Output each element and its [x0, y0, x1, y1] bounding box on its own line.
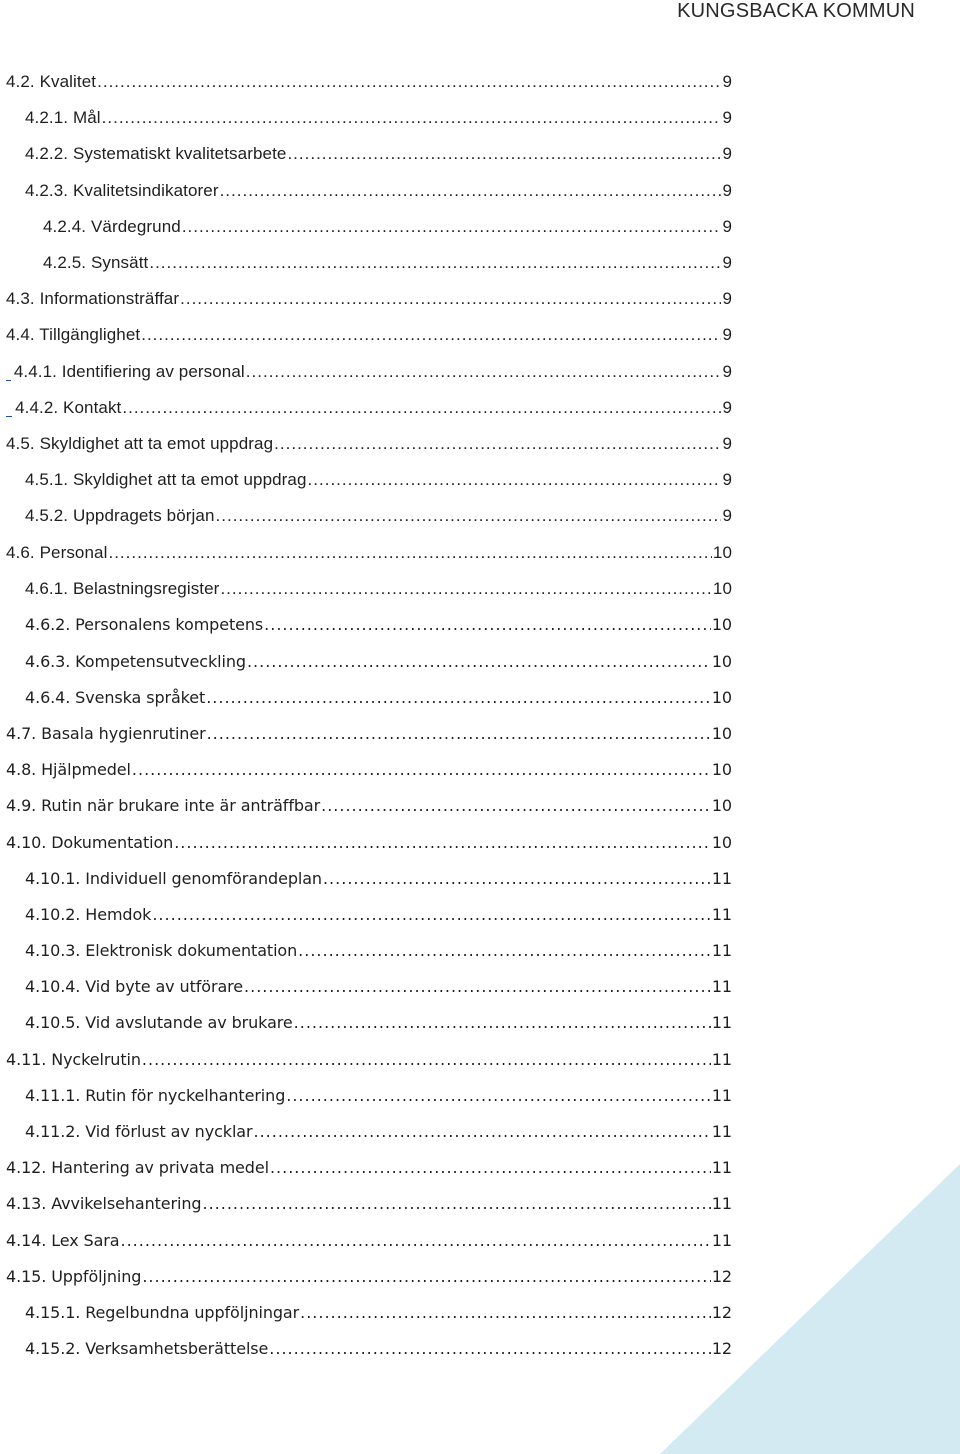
link-underline-marker [6, 380, 11, 381]
toc-entry-title: 4.11.2. Vid förlust av nycklar [25, 1122, 253, 1142]
toc-entry-link[interactable] [6, 833, 732, 852]
toc-dot-leader [180, 289, 721, 309]
toc-entry[interactable] [0, 679, 960, 715]
toc-entry-link[interactable] [25, 1303, 732, 1322]
toc-entry-link[interactable] [6, 543, 732, 563]
toc-entry[interactable] [0, 933, 960, 969]
toc-entry[interactable] [0, 860, 960, 896]
toc-entry-title: 4.5.1. Skyldighet att ta emot uppdrag [25, 470, 307, 490]
toc-entry-link[interactable] [43, 253, 732, 273]
toc-entry-link[interactable] [25, 108, 732, 128]
toc-entry-title: 4.5.2. Uppdragets början [25, 506, 215, 526]
toc-entry-page-number: 9 [722, 470, 732, 490]
toc-entry-link[interactable] [6, 398, 732, 418]
toc-dot-leader [298, 941, 711, 960]
toc-entry[interactable] [0, 426, 960, 462]
toc-entry-page-number: 10 [712, 542, 732, 562]
toc-entry-title: 4.4. Tillgänglighet [6, 325, 141, 345]
toc-entry-page-number: 9 [722, 216, 732, 236]
toc-entry-link[interactable] [6, 72, 732, 92]
toc-dot-leader [108, 543, 711, 563]
toc-entry-page-number: 9 [722, 108, 732, 128]
toc-entry-link[interactable] [6, 1050, 732, 1069]
toc-entry-link[interactable] [25, 941, 732, 960]
toc-entry-page-number: 11 [711, 1230, 732, 1250]
toc-entry[interactable] [0, 571, 960, 607]
link-underline-marker [6, 416, 12, 417]
toc-entry-title: 4.11.1. Rutin för nyckelhantering [25, 1085, 286, 1105]
toc-dot-leader [321, 796, 711, 815]
toc-dot-leader [142, 1050, 711, 1069]
toc-entry-link[interactable] [6, 796, 732, 815]
toc-entry-title: 4.2.4. Värdegrund [43, 216, 181, 236]
toc-dot-leader [141, 325, 721, 345]
toc-entry-link[interactable] [6, 362, 732, 382]
toc-entry-link[interactable] [6, 1267, 732, 1286]
toc-entry-page-number: 12 [711, 1302, 732, 1322]
toc-dot-leader [216, 506, 722, 526]
toc-entry[interactable] [0, 896, 960, 932]
toc-dot-leader [142, 1267, 711, 1286]
toc-entry-page-number: 10 [711, 723, 732, 743]
toc-entry-page-number: 11 [711, 1194, 732, 1214]
toc-entry-page-number: 10 [711, 651, 732, 671]
toc-entry-page-number: 9 [722, 433, 732, 453]
toc-entry-title: 4.15. Uppföljning [6, 1266, 142, 1286]
toc-entry-title: 4.6.1. Belastningsregister [25, 578, 220, 598]
toc-entry[interactable] [0, 752, 960, 788]
toc-dot-leader [274, 434, 721, 454]
toc-entry-link[interactable] [25, 977, 732, 996]
toc-entry-page-number: 11 [711, 1122, 732, 1142]
toc-entry-link[interactable] [25, 652, 732, 671]
toc-entry-title: 4.15.1. Regelbundna uppföljningar [25, 1302, 300, 1322]
toc-entry-title: 4.10.5. Vid avslutande av brukare [25, 1013, 293, 1033]
toc-dot-leader [287, 144, 721, 164]
toc-entry[interactable] [0, 209, 960, 245]
toc-entry-page-number: 9 [722, 72, 732, 92]
toc-entry-title: 4.10. Dokumentation [6, 832, 174, 852]
toc-entry[interactable] [0, 788, 960, 824]
toc-entry-page-number: 9 [722, 144, 732, 164]
toc-entry[interactable] [0, 64, 960, 100]
toc-entry[interactable] [0, 534, 960, 570]
toc-entry-title: 4.2.1. Mål [25, 108, 101, 128]
toc-entry[interactable] [0, 281, 960, 317]
toc-dot-leader [254, 1122, 711, 1141]
toc-entry-link[interactable] [25, 1122, 732, 1141]
toc-entry-link[interactable] [25, 615, 732, 634]
toc-entry-link[interactable] [25, 1013, 732, 1032]
toc-entry-link[interactable] [6, 760, 732, 779]
toc-entry-page-number: 10 [711, 796, 732, 816]
toc-entry[interactable] [0, 607, 960, 643]
toc-dot-leader [264, 615, 711, 634]
toc-entry-page-number: 9 [722, 361, 732, 381]
toc-dot-leader [323, 869, 711, 888]
toc-dot-leader [270, 1158, 711, 1177]
toc-dot-leader [300, 1303, 711, 1322]
toc-entry-page-number: 11 [711, 1085, 732, 1105]
toc-dot-leader [202, 1194, 710, 1213]
toc-entry-link[interactable] [25, 1339, 732, 1358]
toc-entry-link[interactable] [25, 869, 732, 888]
toc-entry-page-number: 10 [711, 832, 732, 852]
toc-entry-title: 4.2.3. Kvalitetsindikatorer [25, 180, 219, 200]
toc-dot-leader [149, 253, 721, 273]
toc-entry-page-number: 9 [722, 325, 732, 345]
toc-entry[interactable] [0, 1005, 960, 1041]
toc-entry[interactable] [0, 173, 960, 209]
toc-entry-title: 4.13. Avvikelsehantering [6, 1194, 202, 1214]
toc-entry[interactable] [0, 390, 960, 426]
toc-dot-leader [269, 1339, 711, 1358]
page-header-organization: KUNGSBACKA KOMMUN [677, 0, 915, 22]
toc-entry-title: 4.10.1. Individuell genomförandeplan [25, 868, 322, 888]
toc-entry-title: 4.4.1. Identifiering av personal [13, 361, 245, 381]
toc-dot-leader [246, 362, 722, 382]
toc-entry-title: 4.14. Lex Sara [6, 1230, 120, 1250]
toc-entry[interactable] [0, 1113, 960, 1149]
toc-entry[interactable] [0, 462, 960, 498]
corner-decoration [660, 1164, 960, 1454]
toc-entry-link[interactable] [25, 470, 732, 490]
toc-dot-leader [220, 181, 722, 201]
toc-entry-page-number: 10 [711, 760, 732, 780]
toc-dot-leader [102, 108, 722, 128]
toc-entry[interactable] [0, 100, 960, 136]
toc-entry-link[interactable] [25, 1086, 732, 1105]
toc-entry[interactable] [0, 643, 960, 679]
toc-entry[interactable] [0, 136, 960, 172]
toc-dot-leader [122, 398, 721, 418]
toc-dot-leader [121, 1231, 711, 1250]
toc-dot-leader [247, 652, 711, 671]
toc-entry-page-number: 10 [712, 578, 732, 598]
toc-entry-page-number: 11 [711, 1158, 732, 1178]
toc-entry-title: 4.10.3. Elektronisk dokumentation [25, 941, 298, 961]
toc-entry[interactable] [0, 498, 960, 534]
toc-entry-page-number: 9 [722, 253, 732, 273]
toc-entry-title: 4.5. Skyldighet att ta emot uppdrag [6, 433, 274, 453]
toc-entry-title: 4.2.5. Synsätt [43, 253, 149, 273]
toc-entry-page-number: 11 [711, 868, 732, 888]
toc-entry-link[interactable] [6, 434, 732, 454]
toc-dot-leader [207, 724, 711, 743]
toc-entry-link[interactable] [6, 1194, 732, 1213]
toc-entry-page-number: 9 [722, 180, 732, 200]
toc-entry-title: 4.12. Hantering av privata medel [6, 1158, 269, 1178]
toc-entry-link[interactable] [6, 1158, 732, 1177]
toc-entry-title: 4.2.2. Systematiskt kvalitetsarbete [25, 144, 287, 164]
toc-entry[interactable] [0, 354, 960, 390]
toc-dot-leader [308, 470, 722, 490]
toc-entry-link[interactable] [6, 325, 732, 345]
toc-entry-title: 4.4.2. Kontakt [15, 397, 122, 417]
toc-entry-link[interactable] [43, 217, 732, 237]
toc-entry-page-number: 9 [722, 397, 732, 417]
toc-entry-title: 4.2. Kvalitet [6, 72, 97, 92]
toc-entry-title: 4.6.4. Svenska språket [25, 687, 206, 707]
toc-entry-page-number: 11 [711, 1013, 732, 1033]
toc-entry-page-number: 10 [711, 687, 732, 707]
toc-entry-link[interactable] [25, 144, 732, 164]
toc-entry-title: 4.6. Personal [6, 542, 108, 562]
toc-entry-title: 4.10.4. Vid byte av utförare [25, 977, 244, 997]
toc-entry-title: 4.8. Hjälpmedel [6, 760, 131, 780]
toc-entry-page-number: 12 [711, 1339, 732, 1359]
toc-entry-page-number: 11 [711, 1049, 732, 1069]
toc-entry-title: 4.11. Nyckelrutin [6, 1049, 141, 1069]
toc-entry-link[interactable] [25, 181, 732, 201]
toc-entry-title: 4.9. Rutin när brukare inte är anträffbar [6, 796, 321, 816]
toc-entry-page-number: 11 [711, 977, 732, 997]
toc-entry[interactable] [0, 245, 960, 281]
toc-entry-link[interactable] [25, 688, 732, 707]
toc-dot-leader [132, 760, 711, 779]
toc-entry-link[interactable] [6, 1231, 732, 1250]
toc-dot-leader [97, 72, 721, 92]
toc-entry[interactable] [0, 969, 960, 1005]
toc-entry-link[interactable] [6, 289, 732, 309]
toc-dot-leader [294, 1013, 711, 1032]
toc-entry-title: 4.6.2. Personalens kompetens [25, 615, 264, 635]
toc-entry-page-number: 11 [711, 941, 732, 961]
toc-dot-leader [206, 688, 711, 707]
toc-dot-leader [244, 977, 711, 996]
toc-entry[interactable] [0, 715, 960, 751]
toc-dot-leader [174, 833, 711, 852]
toc-entry-title: 4.10.2. Hemdok [25, 904, 152, 924]
toc-entry[interactable] [0, 824, 960, 860]
toc-dot-leader [220, 579, 711, 599]
toc-entry-link[interactable] [25, 905, 732, 924]
toc-dot-leader [286, 1086, 711, 1105]
toc-entry-page-number: 11 [711, 904, 732, 924]
toc-entry[interactable] [0, 1077, 960, 1113]
toc-entry-page-number: 9 [722, 289, 732, 309]
toc-entry[interactable] [0, 1041, 960, 1077]
toc-entry-link[interactable] [6, 724, 732, 743]
toc-entry-title: 4.15.2. Verksamhetsberättelse [25, 1339, 269, 1359]
toc-entry[interactable] [0, 317, 960, 353]
toc-dot-leader [152, 905, 710, 924]
toc-entry-link[interactable] [25, 579, 732, 599]
toc-entry-page-number: 12 [711, 1266, 732, 1286]
toc-dot-leader [182, 217, 722, 237]
toc-entry-page-number: 10 [711, 615, 732, 635]
toc-entry-title: 4.3. Informationsträffar [6, 289, 180, 309]
toc-entry-title: 4.7. Basala hygienrutiner [6, 723, 206, 743]
toc-entry-title: 4.6.3. Kompetensutveckling [25, 651, 246, 671]
toc-entry-link[interactable] [25, 506, 732, 526]
toc-entry-page-number: 9 [722, 506, 732, 526]
